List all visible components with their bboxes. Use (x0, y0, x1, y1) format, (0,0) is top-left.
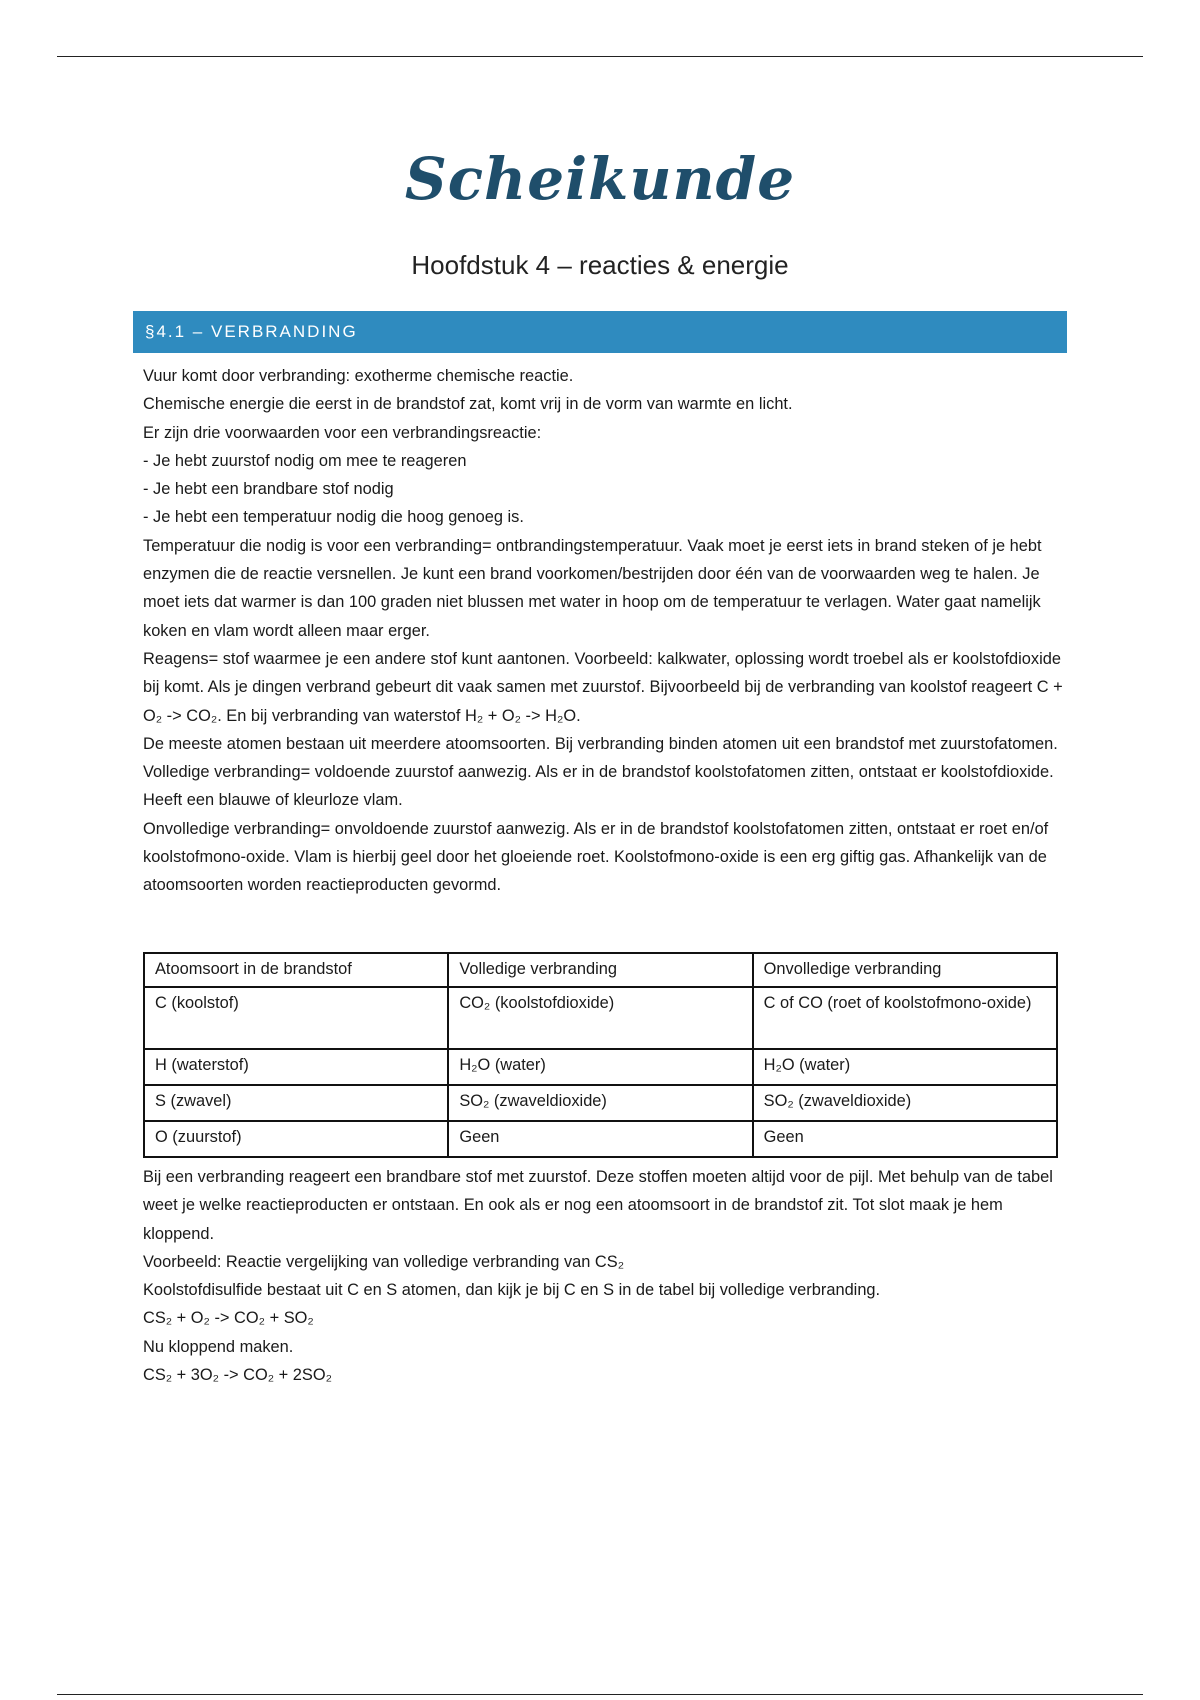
paragraph: Reagens= stof waarmee je een andere stof kunt aantonen. Voorbeeld: kalkwater, oplossing wordt troebel als er koolstofdioxide bij komt. Als je dingen verbrand gebeurt dit vaak samen met zuurstof. Bijvoorbeeld bij de verbranding van koolstof reageert C + O₂ -> CO₂. En bij verbranding van waterstof H₂ + O₂ -> H₂O. (143, 649, 1063, 725)
paragraph: Er zijn drie voorwaarden voor een verbrandingsreactie: (143, 423, 542, 442)
table-cell: SO₂ (zwaveldioxide) (448, 1085, 752, 1121)
paragraph: Temperatuur die nodig is voor een verbranding= ontbrandingstemperatuur. Vaak moet je eerst iets in brand steken of je hebt enzymen die de reactie versnellen. Je kunt een brand voorkomen/bestrijden door één van de voorwaarden weg te halen. Je moet iets dat warmer is dan 100 graden niet blussen met water in hoop om de temperatuur te verlagen. Water gaat namelijk koken en vlam wordt alleen maar erger. (143, 536, 1042, 640)
table-header-cell: Atoomsoort in de brandstof (144, 953, 448, 987)
table-cell: CO₂ (koolstofdioxide) (448, 987, 752, 1049)
body-text (143, 362, 1065, 900)
after-table-text (143, 1163, 1065, 1389)
table-cell: Geen (753, 1121, 1057, 1157)
page-title: Scheikunde (404, 145, 796, 213)
equation: CS₂ + O₂ -> CO₂ + SO₂ (143, 1309, 314, 1328)
table-cell: O (zuurstof) (144, 1121, 448, 1157)
paragraph: De meeste atomen bestaan uit meerdere atoomsoorten. Bij verbranding binden atomen uit een brandstof met zuurstofatomen. (143, 734, 1058, 753)
table-cell: H (waterstof) (144, 1049, 448, 1085)
table-cell: C (koolstof) (144, 987, 448, 1049)
table-header-row (144, 953, 1057, 987)
table-header-cell: Onvolledige verbranding (753, 953, 1057, 987)
table-cell: Geen (448, 1121, 752, 1157)
table-row (144, 1121, 1057, 1157)
equation: CS₂ + 3O₂ -> CO₂ + 2SO₂ (143, 1366, 332, 1385)
combustion-table (143, 952, 1058, 1158)
table-header-cell: Volledige verbranding (448, 953, 752, 987)
top-rule (57, 56, 1143, 57)
paragraph: Bij een verbranding reageert een brandbare stof met zuurstof. Deze stoffen moeten altijd voor de pijl. Met behulp van de tabel weet je welke reactieproducten er ontstaan. En ook als er nog een atoomsoort in de brandstof zit. Tot slot maak je hem kloppend. (143, 1168, 1053, 1243)
table-cell: H₂O (water) (753, 1049, 1057, 1085)
list-item: - Je hebt een brandbare stof nodig (143, 480, 394, 499)
page-subtitle: Hoofdstuk 4 – reacties & energie (411, 250, 789, 280)
table-cell: SO₂ (zwaveldioxide) (753, 1085, 1057, 1121)
paragraph: Chemische energie die eerst in de brandstof zat, komt vrij in de vorm van warmte en licht. (143, 395, 793, 414)
paragraph: Nu kloppend maken. (143, 1337, 294, 1356)
paragraph: Volledige verbranding= voldoende zuurstof aanwezig. Als er in de brandstof koolstofatomen zitten, ontstaat er koolstofdioxide. Heeft een blauwe of kleurloze vlam. (143, 763, 1054, 810)
table-row (144, 1085, 1057, 1121)
table-cell: H₂O (water) (448, 1049, 752, 1085)
table-row (144, 1049, 1057, 1085)
paragraph: Koolstofdisulfide bestaat uit C en S atomen, dan kijk je bij C en S in de tabel bij volledige verbranding. (143, 1281, 881, 1300)
paragraph: Onvolledige verbranding= onvoldoende zuurstof aanwezig. Als er in de brandstof koolstofatomen zitten, ontstaat er roet en/of koolstofmono-oxide. Vlam is hierbij geel door het gloeiende roet. Koolstofmono-oxide is een erg giftig gas. Afhankelijk van de atoomsoorten worden reactieproducten gevormd. (143, 819, 1049, 895)
table-cell: S (zwavel) (144, 1085, 448, 1121)
list-item: - Je hebt een temperatuur nodig die hoog genoeg is. (143, 508, 524, 527)
paragraph: Vuur komt door verbranding: exotherme chemische reactie. (143, 367, 574, 385)
paragraph: Voorbeeld: Reactie vergelijking van volledige verbranding van CS₂ (143, 1252, 625, 1271)
bottom-rule (57, 1694, 1143, 1695)
section-heading: §4.1 – VERBRANDING (133, 311, 1067, 353)
table-row (144, 987, 1057, 1049)
table-cell: C of CO (roet of koolstofmono-oxide) (753, 987, 1057, 1049)
list-item: - Je hebt zuurstof nodig om mee te reageren (143, 451, 467, 470)
